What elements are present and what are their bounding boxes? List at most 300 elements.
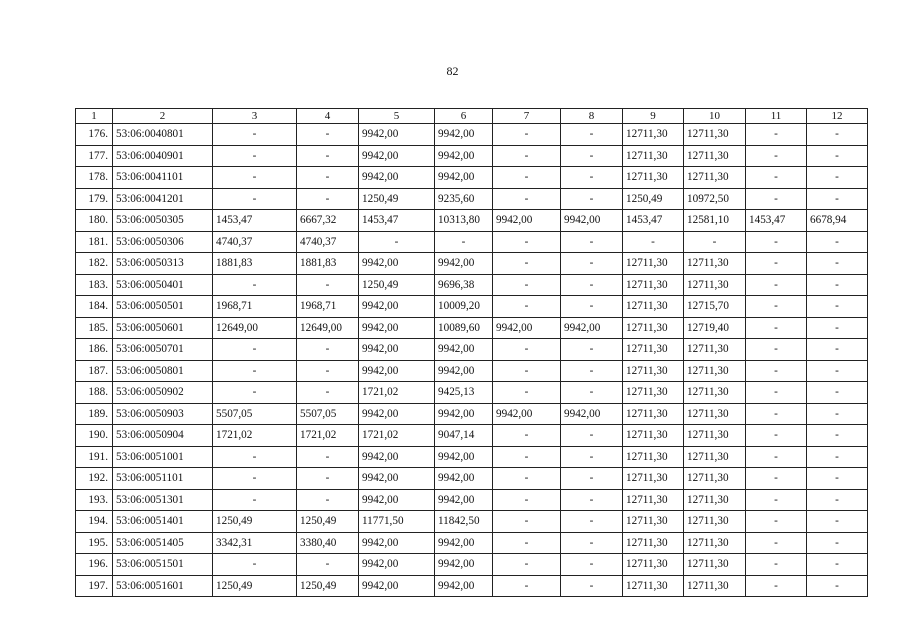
value-cell: 1250,49 xyxy=(213,511,297,533)
table-row xyxy=(76,253,868,275)
value-cell: 12581,10 xyxy=(684,210,746,232)
value-cell: 9235,60 xyxy=(435,188,493,210)
value-cell: 9942,00 xyxy=(561,317,623,339)
value-cell: 12711,30 xyxy=(684,468,746,490)
value-cell: 11842,50 xyxy=(435,511,493,533)
value-cell: - xyxy=(297,274,359,296)
table-row xyxy=(76,382,868,404)
column-header: 5 xyxy=(359,109,435,124)
value-cell: 12711,30 xyxy=(684,554,746,576)
page-number: 82 xyxy=(446,64,459,78)
value-cell: - xyxy=(746,124,807,146)
value-cell: - xyxy=(807,554,868,576)
value-cell: - xyxy=(561,253,623,275)
value-cell: - xyxy=(561,382,623,404)
value-cell: - xyxy=(213,382,297,404)
value-cell: - xyxy=(746,360,807,382)
cadastral-number-cell: 53:06:0050903 xyxy=(113,403,213,425)
cadastral-number-cell: 53:06:0050902 xyxy=(113,382,213,404)
value-cell: 12711,30 xyxy=(684,382,746,404)
column-header: 8 xyxy=(561,109,623,124)
value-cell: 12711,30 xyxy=(684,489,746,511)
row-number-cell: 196. xyxy=(76,554,113,576)
column-header: 11 xyxy=(746,109,807,124)
value-cell: - xyxy=(213,339,297,361)
value-cell: 12711,30 xyxy=(623,511,684,533)
value-cell: 9942,00 xyxy=(359,296,435,318)
value-cell: 12711,30 xyxy=(684,145,746,167)
value-cell: 3380,40 xyxy=(297,532,359,554)
value-cell: - xyxy=(297,188,359,210)
cadastral-number-cell: 53:06:0050306 xyxy=(113,231,213,253)
value-cell: 9942,00 xyxy=(561,210,623,232)
value-cell: - xyxy=(746,231,807,253)
value-cell: - xyxy=(746,511,807,533)
value-cell: - xyxy=(807,124,868,146)
row-number-cell: 186. xyxy=(76,339,113,361)
value-cell: - xyxy=(493,468,561,490)
value-cell: 9942,00 xyxy=(561,403,623,425)
value-cell: - xyxy=(684,231,746,253)
value-cell: - xyxy=(746,253,807,275)
value-cell: - xyxy=(213,274,297,296)
value-cell: - xyxy=(746,167,807,189)
row-number-cell: 184. xyxy=(76,296,113,318)
value-cell: 1250,49 xyxy=(623,188,684,210)
value-cell: 9942,00 xyxy=(359,468,435,490)
table-row xyxy=(76,188,868,210)
value-cell: - xyxy=(213,468,297,490)
value-cell: 1250,49 xyxy=(297,575,359,597)
value-cell: - xyxy=(213,145,297,167)
header-row xyxy=(76,109,868,124)
value-cell: 4740,37 xyxy=(213,231,297,253)
value-cell: - xyxy=(493,511,561,533)
value-cell: 10313,80 xyxy=(435,210,493,232)
row-number-cell: 177. xyxy=(76,145,113,167)
value-cell: 1250,49 xyxy=(359,274,435,296)
cadastral-number-cell: 53:06:0051301 xyxy=(113,489,213,511)
value-cell: 12711,30 xyxy=(623,274,684,296)
value-cell: - xyxy=(807,425,868,447)
value-cell: 9047,14 xyxy=(435,425,493,447)
value-cell: - xyxy=(493,231,561,253)
value-cell: 1721,02 xyxy=(213,425,297,447)
value-cell: 4740,37 xyxy=(297,231,359,253)
cadastral-number-cell: 53:06:0050313 xyxy=(113,253,213,275)
column-header: 9 xyxy=(623,109,684,124)
value-cell: - xyxy=(746,532,807,554)
value-cell: - xyxy=(746,489,807,511)
value-cell: - xyxy=(807,446,868,468)
value-cell: - xyxy=(561,468,623,490)
value-cell: 12711,30 xyxy=(684,360,746,382)
value-cell: - xyxy=(297,468,359,490)
value-cell: 9425,13 xyxy=(435,382,493,404)
value-cell: 9942,00 xyxy=(435,145,493,167)
cadastral-number-cell: 53:06:0050401 xyxy=(113,274,213,296)
value-cell: - xyxy=(297,360,359,382)
value-cell: 9942,00 xyxy=(493,317,561,339)
value-cell: 10972,50 xyxy=(684,188,746,210)
value-cell: - xyxy=(746,339,807,361)
value-cell: 9942,00 xyxy=(435,489,493,511)
value-cell: - xyxy=(493,382,561,404)
value-cell: 12711,30 xyxy=(623,489,684,511)
value-cell: 12711,30 xyxy=(623,403,684,425)
value-cell: 12711,30 xyxy=(623,124,684,146)
value-cell: - xyxy=(493,489,561,511)
value-cell: 3342,31 xyxy=(213,532,297,554)
value-cell: - xyxy=(561,167,623,189)
data-table xyxy=(75,108,868,597)
table-body xyxy=(76,124,868,597)
row-number-cell: 194. xyxy=(76,511,113,533)
value-cell: 9942,00 xyxy=(435,532,493,554)
value-cell: 5507,05 xyxy=(213,403,297,425)
value-cell: 1453,47 xyxy=(623,210,684,232)
cadastral-number-cell: 53:06:0050601 xyxy=(113,317,213,339)
value-cell: - xyxy=(213,188,297,210)
value-cell: 10009,20 xyxy=(435,296,493,318)
row-number-cell: 192. xyxy=(76,468,113,490)
value-cell: - xyxy=(297,145,359,167)
value-cell: - xyxy=(746,274,807,296)
row-number-cell: 176. xyxy=(76,124,113,146)
value-cell: - xyxy=(746,468,807,490)
value-cell: - xyxy=(807,382,868,404)
column-header: 12 xyxy=(807,109,868,124)
value-cell: 1968,71 xyxy=(297,296,359,318)
row-number-cell: 183. xyxy=(76,274,113,296)
value-cell: 12711,30 xyxy=(623,167,684,189)
value-cell: 12711,30 xyxy=(684,274,746,296)
value-cell: - xyxy=(746,554,807,576)
value-cell: - xyxy=(807,403,868,425)
value-cell: - xyxy=(746,403,807,425)
value-cell: 6667,32 xyxy=(297,210,359,232)
value-cell: 1968,71 xyxy=(213,296,297,318)
value-cell: - xyxy=(561,296,623,318)
value-cell: - xyxy=(623,231,684,253)
row-number-cell: 197. xyxy=(76,575,113,597)
value-cell: - xyxy=(746,188,807,210)
cadastral-number-cell: 53:06:0051405 xyxy=(113,532,213,554)
column-header: 1 xyxy=(76,109,113,124)
table-row xyxy=(76,403,868,425)
table-row xyxy=(76,231,868,253)
row-number-cell: 191. xyxy=(76,446,113,468)
value-cell: - xyxy=(561,360,623,382)
column-header: 3 xyxy=(213,109,297,124)
column-header: 4 xyxy=(297,109,359,124)
value-cell: 12711,30 xyxy=(623,425,684,447)
row-number-cell: 182. xyxy=(76,253,113,275)
column-header: 7 xyxy=(493,109,561,124)
cadastral-number-cell: 53:06:0050305 xyxy=(113,210,213,232)
value-cell: 9942,00 xyxy=(435,339,493,361)
value-cell: 12711,30 xyxy=(623,532,684,554)
row-number-cell: 187. xyxy=(76,360,113,382)
table-row xyxy=(76,167,868,189)
value-cell: 12711,30 xyxy=(623,468,684,490)
value-cell: 9942,00 xyxy=(435,468,493,490)
value-cell: 1721,02 xyxy=(359,425,435,447)
value-cell: 12649,00 xyxy=(213,317,297,339)
column-header: 6 xyxy=(435,109,493,124)
value-cell: - xyxy=(561,145,623,167)
cadastral-number-cell: 53:06:0041101 xyxy=(113,167,213,189)
value-cell: - xyxy=(561,124,623,146)
table-row xyxy=(76,145,868,167)
value-cell: - xyxy=(807,145,868,167)
value-cell: - xyxy=(297,124,359,146)
value-cell: 12711,30 xyxy=(684,446,746,468)
row-number-cell: 195. xyxy=(76,532,113,554)
value-cell: - xyxy=(493,446,561,468)
value-cell: 12711,30 xyxy=(623,253,684,275)
value-cell: - xyxy=(561,274,623,296)
table-row xyxy=(76,532,868,554)
value-cell: - xyxy=(213,554,297,576)
value-cell: 12711,30 xyxy=(623,575,684,597)
value-cell: - xyxy=(807,253,868,275)
value-cell: 1453,47 xyxy=(359,210,435,232)
value-cell: 9942,00 xyxy=(435,253,493,275)
cadastral-number-cell: 53:06:0040801 xyxy=(113,124,213,146)
value-cell: - xyxy=(213,446,297,468)
value-cell: 12711,30 xyxy=(684,124,746,146)
value-cell: - xyxy=(213,360,297,382)
value-cell: 1250,49 xyxy=(297,511,359,533)
cadastral-number-cell: 53:06:0051501 xyxy=(113,554,213,576)
table-row xyxy=(76,511,868,533)
value-cell: - xyxy=(493,145,561,167)
value-cell: - xyxy=(493,339,561,361)
value-cell: - xyxy=(561,489,623,511)
value-cell: - xyxy=(493,274,561,296)
value-cell: 1453,47 xyxy=(746,210,807,232)
value-cell: - xyxy=(807,274,868,296)
value-cell: 12711,30 xyxy=(684,167,746,189)
value-cell: - xyxy=(493,532,561,554)
value-cell: - xyxy=(493,188,561,210)
value-cell: 1721,02 xyxy=(359,382,435,404)
value-cell: 12711,30 xyxy=(684,425,746,447)
table-row xyxy=(76,554,868,576)
value-cell: - xyxy=(807,532,868,554)
value-cell: - xyxy=(493,575,561,597)
value-cell: - xyxy=(213,489,297,511)
value-cell: - xyxy=(493,360,561,382)
value-cell: - xyxy=(807,188,868,210)
value-cell: - xyxy=(493,296,561,318)
value-cell: 12711,30 xyxy=(623,554,684,576)
row-number-cell: 189. xyxy=(76,403,113,425)
cadastral-number-cell: 53:06:0050701 xyxy=(113,339,213,361)
value-cell: - xyxy=(561,554,623,576)
value-cell: 9942,00 xyxy=(435,124,493,146)
table-row xyxy=(76,339,868,361)
value-cell: 5507,05 xyxy=(297,403,359,425)
value-cell: - xyxy=(807,317,868,339)
value-cell: 10089,60 xyxy=(435,317,493,339)
value-cell: 9942,00 xyxy=(359,253,435,275)
table-row xyxy=(76,210,868,232)
value-cell: 12711,30 xyxy=(684,511,746,533)
column-header: 2 xyxy=(113,109,213,124)
value-cell: 12711,30 xyxy=(623,296,684,318)
value-cell: 12711,30 xyxy=(684,339,746,361)
value-cell: 9942,00 xyxy=(435,554,493,576)
value-cell: 12711,30 xyxy=(623,145,684,167)
column-header: 10 xyxy=(684,109,746,124)
value-cell: - xyxy=(561,532,623,554)
table-row xyxy=(76,296,868,318)
value-cell: 1250,49 xyxy=(213,575,297,597)
value-cell: 9942,00 xyxy=(359,532,435,554)
row-number-cell: 193. xyxy=(76,489,113,511)
value-cell: - xyxy=(746,446,807,468)
value-cell: - xyxy=(435,231,493,253)
value-cell: 9942,00 xyxy=(359,145,435,167)
value-cell: - xyxy=(561,511,623,533)
table-row xyxy=(76,124,868,146)
cadastral-number-cell: 53:06:0050501 xyxy=(113,296,213,318)
value-cell: 9942,00 xyxy=(359,317,435,339)
value-cell: - xyxy=(297,554,359,576)
value-cell: - xyxy=(213,124,297,146)
table-row xyxy=(76,446,868,468)
value-cell: 12711,30 xyxy=(684,253,746,275)
value-cell: 12711,30 xyxy=(684,403,746,425)
value-cell: 9696,38 xyxy=(435,274,493,296)
table-row xyxy=(76,425,868,447)
cadastral-number-cell: 53:06:0051101 xyxy=(113,468,213,490)
row-number-cell: 185. xyxy=(76,317,113,339)
value-cell: 1453,47 xyxy=(213,210,297,232)
table-row xyxy=(76,575,868,597)
value-cell: - xyxy=(561,446,623,468)
value-cell: - xyxy=(746,425,807,447)
value-cell: 9942,00 xyxy=(435,360,493,382)
value-cell: 1250,49 xyxy=(359,188,435,210)
value-cell: - xyxy=(493,253,561,275)
value-cell: 9942,00 xyxy=(435,403,493,425)
cadastral-number-cell: 53:06:0051601 xyxy=(113,575,213,597)
value-cell: - xyxy=(561,575,623,597)
cadastral-number-cell: 53:06:0040901 xyxy=(113,145,213,167)
value-cell: 1881,83 xyxy=(297,253,359,275)
value-cell: - xyxy=(807,296,868,318)
cadastral-number-cell: 53:06:0041201 xyxy=(113,188,213,210)
value-cell: 12719,40 xyxy=(684,317,746,339)
value-cell: - xyxy=(561,188,623,210)
value-cell: 1721,02 xyxy=(297,425,359,447)
value-cell: - xyxy=(746,296,807,318)
row-number-cell: 190. xyxy=(76,425,113,447)
value-cell: - xyxy=(359,231,435,253)
value-cell: 9942,00 xyxy=(493,210,561,232)
value-cell: - xyxy=(807,339,868,361)
cadastral-number-cell: 53:06:0050801 xyxy=(113,360,213,382)
value-cell: 12711,30 xyxy=(623,382,684,404)
table-row xyxy=(76,317,868,339)
value-cell: 9942,00 xyxy=(359,489,435,511)
value-cell: 9942,00 xyxy=(435,167,493,189)
value-cell: - xyxy=(807,575,868,597)
value-cell: - xyxy=(297,382,359,404)
value-cell: 11771,50 xyxy=(359,511,435,533)
value-cell: - xyxy=(807,231,868,253)
value-cell: 6678,94 xyxy=(807,210,868,232)
cadastral-number-cell: 53:06:0051401 xyxy=(113,511,213,533)
value-cell: - xyxy=(807,511,868,533)
value-cell: 9942,00 xyxy=(359,339,435,361)
value-cell: - xyxy=(807,489,868,511)
value-cell: 9942,00 xyxy=(359,554,435,576)
value-cell: - xyxy=(807,468,868,490)
value-cell: 9942,00 xyxy=(359,167,435,189)
value-cell: - xyxy=(807,360,868,382)
table-row xyxy=(76,360,868,382)
value-cell: 12711,30 xyxy=(684,575,746,597)
value-cell: - xyxy=(493,425,561,447)
value-cell: - xyxy=(746,382,807,404)
value-cell: 9942,00 xyxy=(359,124,435,146)
value-cell: 12711,30 xyxy=(684,532,746,554)
table-row xyxy=(76,489,868,511)
value-cell: - xyxy=(297,489,359,511)
value-cell: 12711,30 xyxy=(623,360,684,382)
table-row xyxy=(76,274,868,296)
value-cell: 12715,70 xyxy=(684,296,746,318)
value-cell: 9942,00 xyxy=(359,575,435,597)
value-cell: - xyxy=(213,167,297,189)
cadastral-number-cell: 53:06:0050904 xyxy=(113,425,213,447)
row-number-cell: 179. xyxy=(76,188,113,210)
value-cell: - xyxy=(297,339,359,361)
value-cell: - xyxy=(561,425,623,447)
value-cell: - xyxy=(297,167,359,189)
value-cell: - xyxy=(746,145,807,167)
value-cell: 12711,30 xyxy=(623,339,684,361)
row-number-cell: 180. xyxy=(76,210,113,232)
value-cell: - xyxy=(493,554,561,576)
table-row xyxy=(76,468,868,490)
value-cell: - xyxy=(493,167,561,189)
value-cell: - xyxy=(746,317,807,339)
value-cell: - xyxy=(807,167,868,189)
value-cell: 12711,30 xyxy=(623,317,684,339)
value-cell: - xyxy=(561,231,623,253)
value-cell: 9942,00 xyxy=(493,403,561,425)
value-cell: 1881,83 xyxy=(213,253,297,275)
value-cell: - xyxy=(493,124,561,146)
value-cell: - xyxy=(561,339,623,361)
value-cell: 9942,00 xyxy=(359,446,435,468)
value-cell: 9942,00 xyxy=(359,360,435,382)
value-cell: - xyxy=(297,446,359,468)
value-cell: 12649,00 xyxy=(297,317,359,339)
value-cell: 9942,00 xyxy=(359,403,435,425)
value-cell: 12711,30 xyxy=(623,446,684,468)
row-number-cell: 178. xyxy=(76,167,113,189)
value-cell: 9942,00 xyxy=(435,575,493,597)
row-number-cell: 181. xyxy=(76,231,113,253)
value-cell: - xyxy=(746,575,807,597)
row-number-cell: 188. xyxy=(76,382,113,404)
